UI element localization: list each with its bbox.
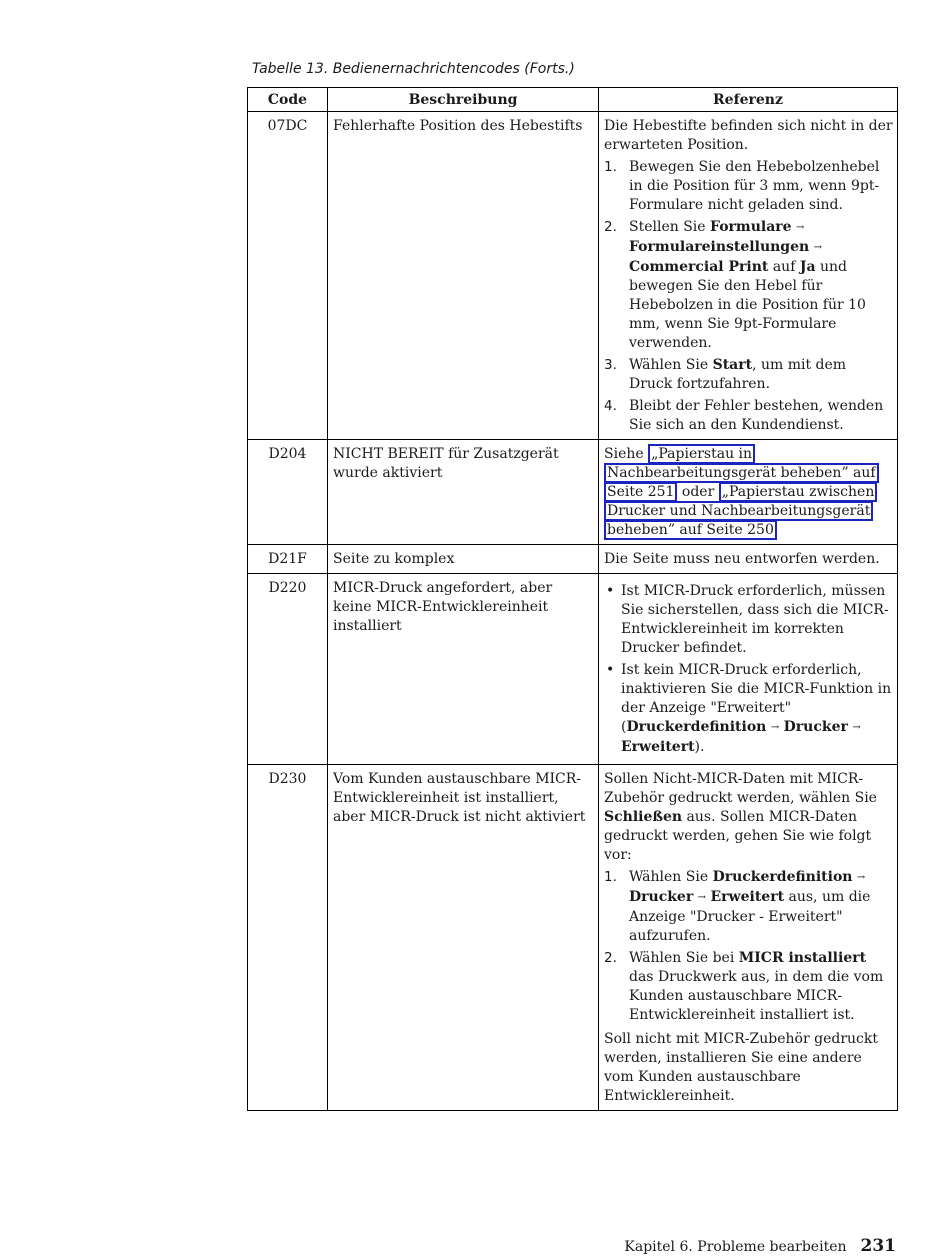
arrow-right-icon: → (852, 722, 861, 733)
menu-term: Drucker (783, 719, 848, 735)
list-item (604, 661, 893, 757)
reference-text: oder (677, 484, 719, 500)
description-cell: Seite zu komplex (328, 545, 599, 574)
list-item (604, 356, 893, 394)
step-text: das Druckwerk aus, in dem die vom Kunden austauschbare MICR-Entwicklereinheit installiert ist. (629, 969, 884, 1023)
reference-cell (599, 440, 898, 545)
step-text: Wählen Sie bei (629, 950, 739, 966)
list-item (604, 868, 893, 946)
page-number: 231 (860, 1236, 896, 1256)
table-caption: Tabelle 13. Bedienernachrichtencodes (Forts.) (252, 61, 575, 77)
menu-term: Commercial Print (629, 259, 769, 275)
arrow-right-icon: → (770, 722, 780, 733)
table-row (248, 545, 898, 574)
description-cell: NICHT BEREIT für Zusatzgerät wurde aktiviert (328, 440, 599, 545)
step-text: Wählen Sie (629, 869, 713, 885)
code-cell: D220 (248, 574, 328, 765)
bullet-text: Ist kein MICR-Druck erforderlich, inaktivieren Sie die MICR-Funktion in der Anzeige "Erweitert" ( (621, 662, 892, 735)
menu-term: Formulareinstellungen (629, 239, 810, 255)
bullet-list (604, 582, 893, 757)
table-row (248, 440, 898, 545)
step-number: 4. (604, 398, 617, 414)
reference-text: Siehe (604, 446, 649, 462)
menu-term: Druckerdefinition (712, 869, 853, 885)
reference-intro: Sollen Nicht-MICR-Daten mit MICR-Zubehör gedruckt werden, wählen Sie Schließen aus. Sollen MICR-Daten gedruckt werden, gehen Sie wie folgt vor: (604, 771, 877, 863)
list-item (604, 158, 893, 215)
description-cell: Fehlerhafte Position des Hebestifts (328, 112, 599, 440)
link-papierstau-nachbearbeitung[interactable]: „Papierstau in (648, 444, 755, 464)
bullet-icon: • (606, 662, 615, 678)
step-list (604, 868, 893, 1025)
step-list (604, 158, 893, 435)
code-cell: D204 (248, 440, 328, 545)
reference-outro: Soll nicht mit MICR-Zubehör gedruckt werden, installieren Sie eine andere vom Kunden austauschbare Entwicklereinheit. (604, 1031, 878, 1104)
operator-message-codes-table (247, 87, 898, 1111)
menu-term: Erweitert (710, 889, 785, 905)
page-footer (624, 1236, 896, 1256)
step-number: 2. (604, 950, 617, 966)
code-cell: D21F (248, 545, 328, 574)
code-cell: D230 (248, 765, 328, 1111)
step-text: Wählen Sie (629, 357, 713, 373)
link-papierstau-drucker-nachbearbeitung[interactable]: beheben” auf Seite 250 (604, 520, 777, 540)
step-text: aus, um die Anzeige "Drucker - Erweitert" aufzurufen. (629, 889, 871, 944)
step-number: 3. (604, 357, 617, 373)
menu-term: Druckerdefinition (626, 719, 767, 735)
table-header-row (248, 88, 898, 112)
arrow-right-icon: → (813, 242, 823, 253)
description-cell: Vom Kunden austauschbare MICR-Entwicklereinheit ist installiert, aber MICR-Druck ist nicht aktiviert (328, 765, 599, 1111)
arrow-right-icon: → (856, 872, 866, 883)
link-papierstau-nachbearbeitung[interactable]: Nachbearbeitungsgerät beheben” auf (604, 463, 879, 483)
reference-cell (599, 574, 898, 765)
header-reference: Referenz (599, 88, 898, 112)
table-row (248, 112, 898, 440)
menu-term: Start (712, 357, 753, 373)
list-item (604, 218, 893, 353)
menu-term: MICR installiert (738, 950, 867, 966)
code-cell: 07DC (248, 112, 328, 440)
reference-cell: Die Seite muss neu entworfen werden. (599, 545, 898, 574)
step-text: auf (768, 259, 800, 275)
link-papierstau-drucker-nachbearbeitung[interactable]: „Papierstau zwischen (719, 482, 878, 502)
table-row (248, 765, 898, 1111)
menu-term: Erweitert (621, 739, 695, 755)
step-number: 2. (604, 219, 617, 235)
link-papierstau-nachbearbeitung[interactable]: Seite 251 (604, 482, 677, 502)
step-text: Stellen Sie (629, 219, 711, 235)
header-description: Beschreibung (328, 88, 599, 112)
bullet-icon: • (606, 583, 615, 599)
menu-term: Ja (799, 259, 816, 275)
menu-term: Schließen (604, 809, 683, 825)
step-text: und bewegen Sie den Hebel für Hebebolzen in die Position für 10 mm, wenn Sie 9pt-Formulare verwenden. (629, 259, 866, 351)
step-number: 1. (604, 869, 617, 885)
step-text: , um mit dem Druck fortzufahren. (629, 357, 847, 392)
reference-cell (599, 112, 898, 440)
list-item (604, 949, 893, 1025)
reference-cell (599, 765, 898, 1111)
list-item (604, 582, 893, 658)
arrow-right-icon: → (796, 222, 805, 233)
menu-term: Drucker (629, 889, 694, 905)
menu-term: Formulare (710, 219, 792, 235)
step-text: Bleibt der Fehler bestehen, wenden Sie sich an den Kundendienst. (629, 398, 884, 433)
arrow-right-icon: → (697, 892, 707, 903)
step-number: 1. (604, 159, 617, 175)
table-row (248, 574, 898, 765)
link-papierstau-drucker-nachbearbeitung[interactable]: Drucker und Nachbearbeitungsgerät (604, 501, 873, 521)
header-code: Code (248, 88, 328, 112)
reference-intro: Die Hebestifte befinden sich nicht in der erwarteten Position. (604, 118, 893, 153)
description-cell: MICR-Druck angefordert, aber keine MICR-Entwicklereinheit installiert (328, 574, 599, 765)
step-text: Bewegen Sie den Hebebolzenhebel in die Position für 3 mm, wenn 9pt-Formulare nicht geladen sind. (629, 159, 880, 213)
chapter-title: Kapitel 6. Probleme bearbeiten (624, 1239, 847, 1255)
bullet-text: Ist MICR-Druck erforderlich, müssen Sie sicherstellen, dass sich die MICR-Entwicklereinheit im korrekten Drucker befindet. (621, 583, 889, 656)
list-item (604, 397, 893, 435)
bullet-text: ). (694, 739, 705, 755)
